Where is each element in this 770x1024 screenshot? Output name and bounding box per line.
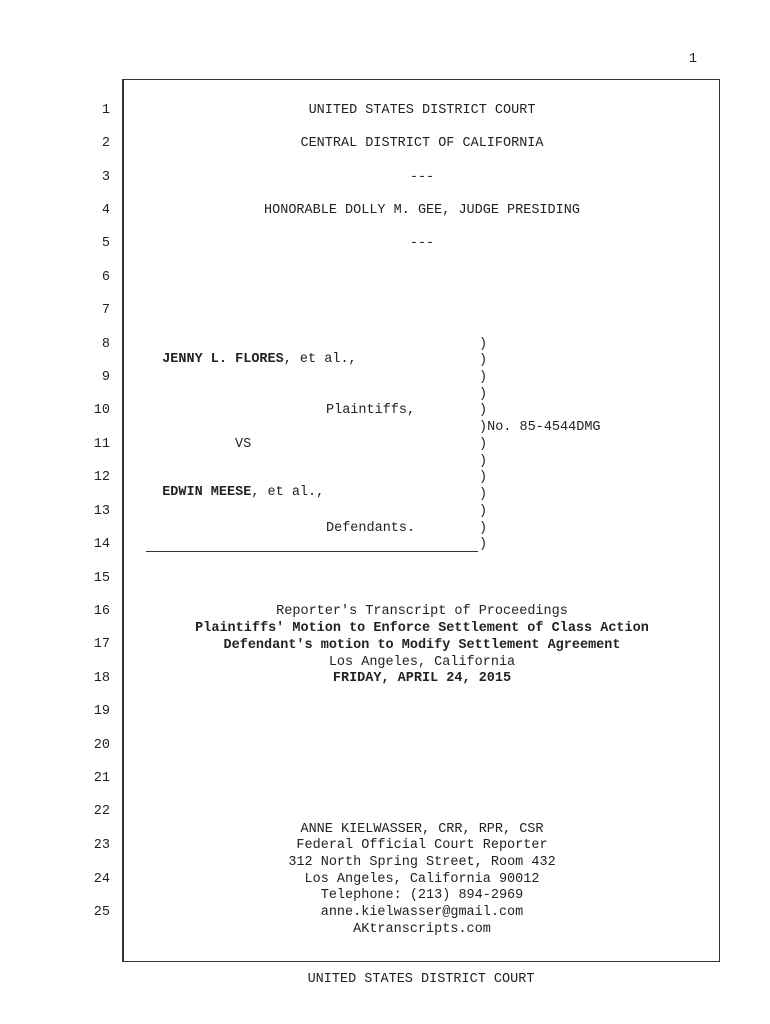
reporter-address: 312 North Spring Street, Room 432 — [288, 855, 556, 870]
defendant-suffix: , et al., — [251, 485, 325, 500]
defendants-label: Defendants. — [326, 521, 416, 536]
caption-paren: ) — [479, 370, 488, 385]
judge-line: HONORABLE DOLLY M. GEE, JUDGE PRESIDING — [264, 203, 580, 218]
caption-paren: ) — [479, 454, 488, 469]
reporter-phone: Telephone: (213) 894-2969 — [320, 888, 524, 903]
line-number: 21 — [93, 771, 110, 786]
caption-paren: ) — [479, 353, 488, 368]
line-number: 13 — [93, 504, 110, 519]
line-number: 8 — [101, 337, 110, 352]
heading-separator: --- — [409, 170, 435, 185]
heading-separator: --- — [409, 236, 435, 251]
line-number: 1 — [101, 103, 110, 118]
district-name: CENTRAL DISTRICT OF CALIFORNIA — [300, 136, 544, 151]
caption-paren: ) — [479, 437, 488, 452]
plaintiff-line — [146, 337, 357, 367]
line-number: 18 — [93, 671, 110, 686]
plaintiff-name: JENNY L. FLORES — [162, 352, 284, 367]
case-number-line — [479, 420, 601, 435]
reporter-city: Los Angeles, California 90012 — [304, 872, 540, 887]
line-number: 23 — [93, 838, 110, 853]
line-number: 7 — [101, 303, 110, 318]
reporter-email: anne.kielwasser@gmail.com — [320, 905, 524, 920]
reporter-title: Federal Official Court Reporter — [296, 838, 548, 853]
plaintiffs-label: Plaintiffs, — [326, 403, 416, 418]
line-number: 6 — [101, 270, 110, 285]
line-number: 9 — [101, 370, 110, 385]
line-number: 24 — [93, 872, 110, 887]
reporter-name: ANNE KIELWASSER, CRR, RPR, CSR — [300, 822, 544, 837]
transcript-title: Reporter's Transcript of Proceedings — [276, 604, 568, 619]
motion-plaintiffs: Plaintiffs' Motion to Enforce Settlement of Class Action — [195, 621, 649, 636]
hearing-date: FRIDAY, APRIL 24, 2015 — [332, 671, 512, 686]
motion-defendant: Defendant's motion to Modify Settlement Agreement — [223, 638, 621, 653]
page-footer: UNITED STATES DISTRICT COURT — [307, 972, 535, 987]
caption-underline — [146, 551, 478, 552]
line-number: 16 — [93, 604, 110, 619]
line-number: 22 — [93, 804, 110, 819]
caption-paren: ) — [479, 387, 488, 402]
line-number: 25 — [93, 905, 110, 920]
versus-label: VS — [235, 437, 252, 452]
caption-paren: ) — [479, 504, 488, 519]
caption-paren: ) — [479, 420, 488, 435]
line-number: 15 — [93, 571, 110, 586]
plaintiff-suffix: , et al., — [283, 352, 357, 367]
caption-paren: ) — [479, 537, 488, 552]
line-number: 12 — [93, 470, 110, 485]
defendant-line — [146, 470, 324, 500]
line-number: 17 — [93, 637, 110, 652]
line-number: 3 — [101, 170, 110, 185]
case-number: No. 85-4544DMG — [487, 420, 601, 435]
line-number: 11 — [93, 437, 110, 452]
defendant-name: EDWIN MEESE — [162, 485, 252, 500]
caption-paren: ) — [479, 337, 488, 352]
caption-paren: ) — [479, 487, 488, 502]
line-number: 2 — [101, 136, 110, 151]
line-number: 20 — [93, 738, 110, 753]
line-number: 10 — [93, 403, 110, 418]
line-number: 5 — [101, 236, 110, 251]
caption-paren: ) — [479, 470, 488, 485]
court-name: UNITED STATES DISTRICT COURT — [308, 103, 536, 118]
caption-paren: ) — [479, 403, 488, 418]
hearing-location: Los Angeles, California — [328, 655, 516, 670]
caption-paren: ) — [479, 521, 488, 536]
reporter-website: AKtranscripts.com — [353, 922, 491, 937]
line-number: 14 — [93, 537, 110, 552]
line-number: 4 — [101, 203, 110, 218]
line-number: 19 — [93, 704, 110, 719]
page-number: 1 — [688, 52, 697, 67]
